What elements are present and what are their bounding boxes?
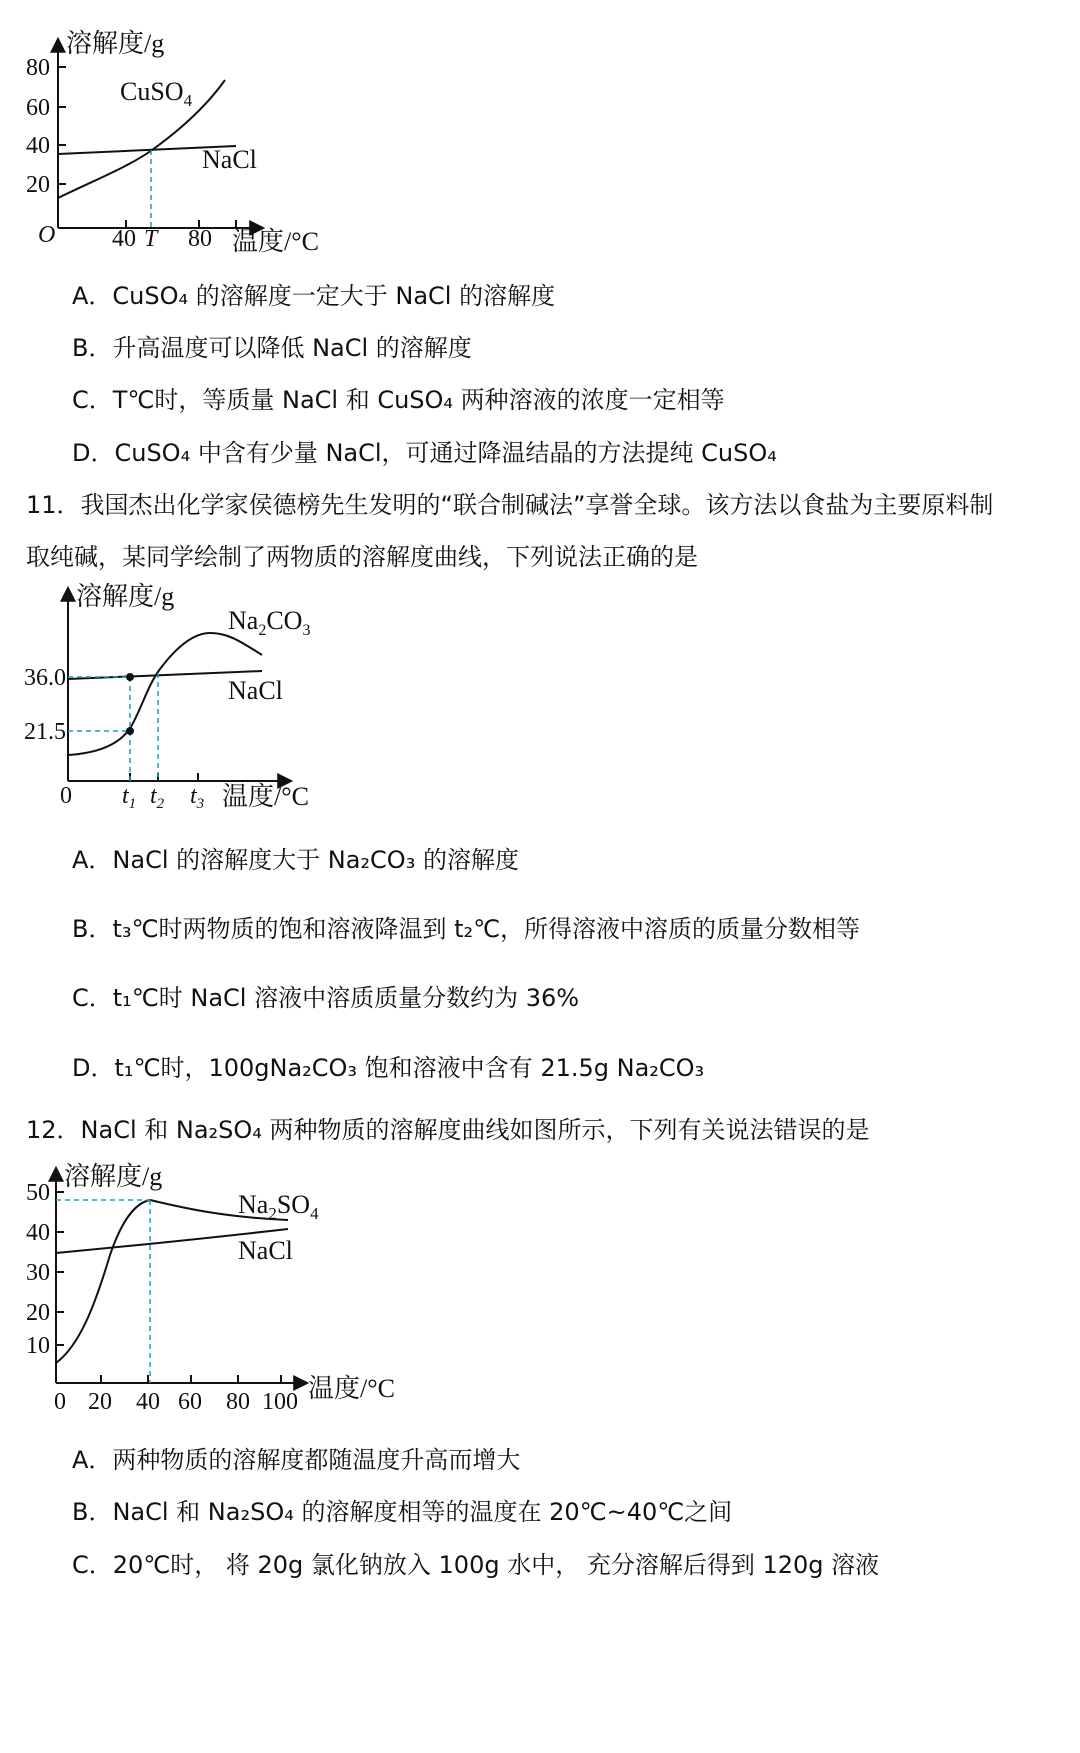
y-tick-40: [26, 133, 66, 159]
x-tick-t2: [150, 773, 165, 812]
y-tick-10: [26, 1333, 64, 1359]
q11-option-a[interactable]: A．NaCl 的溶解度大于 Na₂CO₃ 的溶解度: [72, 846, 519, 874]
q10-option-c[interactable]: C．T℃时，等质量 NaCl 和 CuSO₄ 两种溶液的浓度一定相等: [72, 386, 725, 414]
q11-option-b[interactable]: B．t₃℃时两物质的饱和溶液降温到 t₂℃，所得溶液中溶质的质量分数相等: [72, 915, 861, 943]
q11-stem-line2: 取纯碱，某同学绘制了两物质的溶解度曲线，下列说法正确的是: [26, 543, 698, 571]
y-tick-50: [26, 1180, 64, 1206]
y-axis-label: 溶解度/g: [64, 1162, 163, 1191]
y-tick-40: [26, 1220, 64, 1246]
x-tick-20: [88, 1375, 112, 1415]
series-na2so4-curve: [56, 1200, 288, 1363]
q11-option-c[interactable]: C．t₁℃时 NaCl 溶液中溶质质量分数约为 36%: [72, 984, 580, 1012]
x-axis-label: 温度/°C: [308, 1374, 395, 1403]
y-tick-80: [26, 55, 66, 81]
q12-option-c[interactable]: C．20℃时， 将 20g 氯化钠放入 100g 水中， 充分溶解后得到 120g 溶液: [72, 1551, 880, 1579]
svg-text:40: 40: [112, 226, 136, 252]
y-axis-label: 溶解度/g: [66, 29, 165, 58]
q10-option-b[interactable]: B．升高温度可以降低 NaCl 的溶解度: [72, 334, 472, 362]
series-nacl-label: NaCl: [202, 145, 257, 174]
origin-label: O: [38, 222, 56, 248]
x-tick-80: [226, 1375, 250, 1415]
x-axis-label: 温度/°C: [232, 227, 319, 256]
svg-text:20: 20: [26, 1300, 50, 1326]
x-tick-40: [136, 1375, 160, 1415]
series-nacl-label: NaCl: [238, 1236, 293, 1265]
x-tick-80: [188, 220, 212, 252]
svg-text:60: 60: [178, 1389, 202, 1415]
q11-stem-line1: 11．我国杰出化学家侯德榜先生发明的“联合制碱法”享誉全球。该方法以食盐为主要原料制: [26, 491, 994, 519]
svg-text:40: 40: [26, 133, 50, 159]
x-tick-100: [262, 1375, 298, 1415]
series-cuso4-label: CuSO$_4$: [120, 77, 193, 110]
svg-text:100: 100: [262, 1389, 298, 1415]
svg-text:20: 20: [88, 1389, 112, 1415]
solubility-chart-na2so4-nacl: [0, 1155, 420, 1415]
solubility-chart-na2co3-nacl: [0, 575, 340, 825]
svg-text:t1: $t_1$: [122, 783, 137, 812]
series-na2co3-label: $Na_2CO_3$: [228, 606, 311, 639]
x-tick-t3: [190, 773, 204, 812]
origin-label: 0: [60, 783, 72, 809]
origin-label: 0: [54, 1389, 66, 1415]
svg-text:t3: $t_3$: [190, 783, 205, 812]
q12-option-b[interactable]: B．NaCl 和 Na₂SO₄ 的溶解度相等的温度在 20℃~40℃之间: [72, 1498, 733, 1526]
x-axis-label: 温度/°C: [222, 782, 309, 811]
svg-text:40: 40: [26, 1220, 50, 1246]
y-tick-21-5: 21.5: [24, 719, 66, 745]
q10-option-a[interactable]: A．CuSO₄ 的溶解度一定大于 NaCl 的溶解度: [72, 282, 556, 310]
svg-text:40: 40: [136, 1389, 160, 1415]
svg-text:10: 10: [26, 1333, 50, 1359]
svg-text:T: T: [144, 226, 158, 252]
y-axis-label: 溶解度/g: [76, 582, 175, 611]
svg-text:60: 60: [26, 95, 50, 121]
q12-stem: 12．NaCl 和 Na₂SO₄ 两种物质的溶解度曲线如图所示，下列有关说法错误的是: [26, 1116, 870, 1144]
series-na2so4-label: $Na_2SO_4$: [238, 1190, 319, 1223]
series-nacl-label: NaCl: [228, 676, 283, 705]
svg-text:80: 80: [226, 1389, 250, 1415]
q10-option-d[interactable]: D．CuSO₄ 中含有少量 NaCl，可通过降温结晶的方法提纯 CuSO₄: [72, 439, 777, 467]
y-tick-30: [26, 1260, 64, 1286]
y-tick-20: [26, 172, 66, 198]
svg-text:30: 30: [26, 1260, 50, 1286]
q11-option-d[interactable]: D．t₁℃时，100gNa₂CO₃ 饱和溶液中含有 21.5g Na₂CO₃: [72, 1054, 705, 1082]
point-t1-na2co3: [126, 727, 134, 735]
x-tick-T: [144, 226, 159, 252]
y-tick-36: 36.0: [24, 665, 66, 691]
x-tick-60: [178, 1375, 202, 1415]
svg-text:80: 80: [26, 55, 50, 81]
svg-text:80: 80: [188, 226, 212, 252]
x-tick-40: [112, 220, 136, 252]
svg-text:t2: $t_2$: [150, 783, 165, 812]
svg-text:20: 20: [26, 172, 50, 198]
q12-option-a[interactable]: A．两种物质的溶解度都随温度升高而增大: [72, 1446, 521, 1474]
y-tick-20: [26, 1300, 64, 1326]
y-tick-60: [26, 95, 66, 121]
svg-text:50: 50: [26, 1180, 50, 1206]
point-t1-nacl: [126, 673, 134, 681]
solubility-chart-cuso4-nacl: [0, 20, 340, 270]
x-tick-t1: [122, 773, 136, 812]
